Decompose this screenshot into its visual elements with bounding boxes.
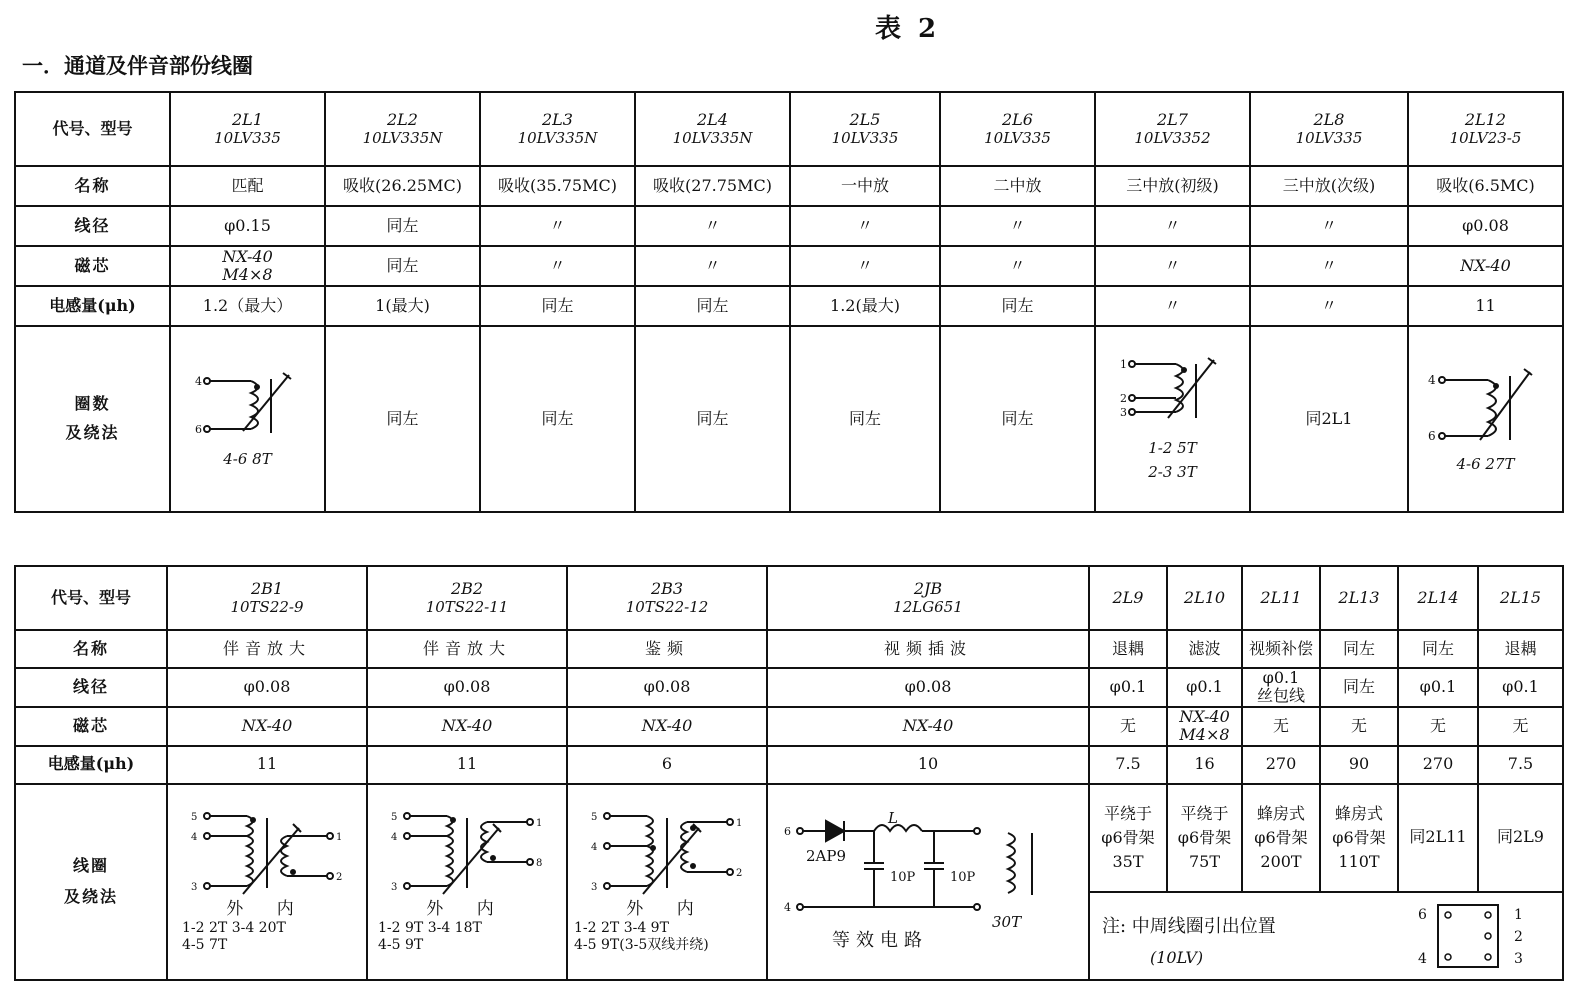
- cell-core: 〃: [940, 246, 1095, 286]
- svg-text:2AP9: 2AP9: [806, 847, 847, 866]
- cell-ind: 90: [1320, 746, 1398, 784]
- cell-name: 匹配: [170, 166, 325, 206]
- cell-wire: 同左: [325, 206, 480, 246]
- cell-code: 2L4 10LV335N: [635, 92, 790, 166]
- svg-text:3: 3: [591, 882, 598, 894]
- cell-wire: 〃: [635, 206, 790, 246]
- svg-text:3: 3: [391, 882, 398, 894]
- cell-name: 同左: [1320, 630, 1398, 668]
- cell-turns: 同左: [635, 326, 790, 512]
- note-cell: [1089, 892, 1563, 980]
- pin-layout-icon: [1414, 901, 1544, 973]
- cell-turns: 同左: [940, 326, 1095, 512]
- coil-table-2: [14, 565, 1564, 981]
- cell-winding: 蜂房式 φ6骨架 200T: [1242, 784, 1320, 892]
- svg-text:3: 3: [1514, 950, 1523, 967]
- row-inductance: [15, 286, 1563, 326]
- cell-core: 〃: [1250, 246, 1408, 286]
- cell-ind: 同左: [480, 286, 635, 326]
- svg-text:1: 1: [736, 818, 743, 830]
- cell-code: 2L9: [1089, 566, 1167, 630]
- cell-core: 〃: [480, 246, 635, 286]
- cell-ind: 1.2(最大): [790, 286, 940, 326]
- coil-table-1: [14, 91, 1564, 513]
- page-title: 表 2: [875, 14, 941, 44]
- cell-wire: 同左: [1320, 668, 1398, 707]
- cell-core: 同左: [325, 246, 480, 286]
- cell-wire: φ0.08: [367, 668, 567, 707]
- svg-text:6: 6: [1427, 429, 1436, 444]
- row-code: [15, 92, 1563, 166]
- cell-name: 视频补偿: [1242, 630, 1320, 668]
- cell-ind: 11: [1408, 286, 1563, 326]
- cell-core: 无: [1242, 707, 1320, 746]
- row-label-inductance: 电感量(μh): [15, 286, 170, 326]
- section-title: 一．通道及伴音部份线圈: [22, 53, 253, 78]
- cell-winding: 平绕于 φ6骨架 35T: [1089, 784, 1167, 892]
- cell-name: 退耦: [1478, 630, 1563, 668]
- svg-text:4: 4: [391, 832, 398, 844]
- cell-name: 一中放: [790, 166, 940, 206]
- transformer-diagram-icon: [187, 808, 347, 900]
- cell-code: 2L2 10LV335N: [325, 92, 480, 166]
- row-inductance: [15, 746, 1563, 784]
- cell-turns: 同左: [325, 326, 480, 512]
- cell-core: NX-40: [1408, 246, 1563, 286]
- cell-wire: 〃: [940, 206, 1095, 246]
- cell-ind: 11: [367, 746, 567, 784]
- row-label-name: 名称: [15, 630, 167, 668]
- cell-ind: 7.5: [1089, 746, 1167, 784]
- cell-ind: 11: [167, 746, 367, 784]
- cell-ind: 1(最大): [325, 286, 480, 326]
- cell-winding: 5 4 3 1 2 外 内 1-2 2T 3-4 20T 4-5 7T: [167, 784, 367, 980]
- cell-code: 2L11: [1242, 566, 1320, 630]
- row-wire: [15, 206, 1563, 246]
- cell-core: NX-40 M4×8: [170, 246, 325, 286]
- svg-text:4: 4: [1427, 373, 1436, 388]
- svg-text:6: 6: [1418, 906, 1427, 923]
- cell-core: 〃: [1095, 246, 1250, 286]
- cell-core: NX-40 M4×8: [1167, 707, 1242, 746]
- row-core: [15, 246, 1563, 286]
- transformer-diagram-icon: [387, 808, 547, 900]
- cell-code: 2L10: [1167, 566, 1242, 630]
- cell-name: 伴音放大: [367, 630, 567, 668]
- cell-wire: 〃: [480, 206, 635, 246]
- svg-text:3: 3: [1119, 406, 1127, 419]
- cell-ind: 270: [1398, 746, 1478, 784]
- svg-text:6: 6: [194, 423, 202, 437]
- svg-text:4: 4: [591, 842, 598, 854]
- cell-name: 同左: [1398, 630, 1478, 668]
- row-label-code: 代号、型号: [15, 92, 170, 166]
- cell-turns: 1 2 3 1-2 5T 2-3 3T: [1095, 326, 1250, 512]
- cell-code: 2L5 10LV335: [790, 92, 940, 166]
- cell-core: 〃: [635, 246, 790, 286]
- svg-text:2: 2: [336, 872, 343, 884]
- svg-text:8: 8: [536, 858, 543, 870]
- coil-diagram-icon: [193, 369, 303, 449]
- svg-text:6: 6: [784, 825, 791, 839]
- row-label-wire: 线径: [15, 206, 170, 246]
- cell-wire: φ0.08: [567, 668, 767, 707]
- cell-wire: φ0.15: [170, 206, 325, 246]
- svg-text:2: 2: [1514, 928, 1523, 945]
- cell-name: 伴音放大: [167, 630, 367, 668]
- cell-core: 无: [1320, 707, 1398, 746]
- cell-winding: 同2L11: [1398, 784, 1478, 892]
- cell-code: 2B2 10TS22-11: [367, 566, 567, 630]
- coil-diagram-icon: [1118, 354, 1228, 434]
- cell-core: NX-40: [567, 707, 767, 746]
- svg-text:3: 3: [191, 882, 198, 894]
- row-label-core: 磁芯: [15, 707, 167, 746]
- row-code: [15, 566, 1563, 630]
- cell-winding: 蜂房式 φ6骨架 110T: [1320, 784, 1398, 892]
- transformer-diagram-icon: [587, 808, 747, 900]
- cell-wire: φ0.1: [1478, 668, 1563, 707]
- cell-ind: 同左: [635, 286, 790, 326]
- equivalent-circuit-icon: [778, 811, 1078, 931]
- svg-text:4: 4: [784, 901, 791, 915]
- svg-text:1: 1: [1119, 358, 1127, 371]
- svg-text:5: 5: [591, 812, 598, 824]
- cell-turns: 同左: [790, 326, 940, 512]
- cell-core: NX-40: [367, 707, 567, 746]
- cell-wire: φ0.08: [167, 668, 367, 707]
- cell-core: NX-40: [767, 707, 1089, 746]
- cell-turns: 同2L1: [1250, 326, 1408, 512]
- cell-wire: 〃: [790, 206, 940, 246]
- row-label-winding: 线圈 及绕法: [15, 784, 167, 980]
- cell-code: 2L6 10LV335: [940, 92, 1095, 166]
- cell-code: 2L12 10LV23-5: [1408, 92, 1563, 166]
- cell-code: 2B1 10TS22-9: [167, 566, 367, 630]
- cell-winding: 5 4 3 1 8 外 内 1-2 9T 3-4 18T 4-5 9T: [367, 784, 567, 980]
- note-sub: (10LV): [1150, 947, 1204, 967]
- cell-turns: 4 6 4-6 27T: [1408, 326, 1563, 512]
- row-core: [15, 707, 1563, 746]
- cell-winding: 同2L9: [1478, 784, 1563, 892]
- cell-code: 2JB 12LG651: [767, 566, 1089, 630]
- cell-wire: 〃: [1095, 206, 1250, 246]
- cell-turns: 4 6 4-6 8T: [170, 326, 325, 512]
- cell-wire: 〃: [1250, 206, 1408, 246]
- cell-core: 〃: [790, 246, 940, 286]
- svg-text:4: 4: [1418, 950, 1427, 967]
- cell-core: 无: [1398, 707, 1478, 746]
- cell-ind: 〃: [1095, 286, 1250, 326]
- cell-core: 无: [1478, 707, 1563, 746]
- cell-name: 滤波: [1167, 630, 1242, 668]
- row-name: [15, 166, 1563, 206]
- cell-name: 退耦: [1089, 630, 1167, 668]
- svg-text:30T: 30T: [992, 913, 1022, 932]
- svg-text:4: 4: [191, 832, 198, 844]
- row-label-name: 名称: [15, 166, 170, 206]
- svg-text:4: 4: [194, 375, 202, 389]
- cell-turns: 同左: [480, 326, 635, 512]
- cell-core: NX-40: [167, 707, 367, 746]
- row-turns: [15, 326, 1563, 512]
- cell-wire: φ0.1: [1398, 668, 1478, 707]
- cell-code: 2L14: [1398, 566, 1478, 630]
- row-label-inductance: 电感量(μh): [15, 746, 167, 784]
- cell-winding: 5 4 3 1 2 外 内 1-2 2T 3-4 9T 4-5 9T(3-5双线并绕): [567, 784, 767, 980]
- row-label-turns: 圈数 及绕法: [15, 326, 170, 512]
- row-label-wire: 线径: [15, 668, 167, 707]
- cell-ind: 1.2（最大）: [170, 286, 325, 326]
- cell-code: 2L15: [1478, 566, 1563, 630]
- cell-name: 鉴频: [567, 630, 767, 668]
- row-winding: [15, 784, 1563, 892]
- cell-ind: 7.5: [1478, 746, 1563, 784]
- cell-code: 2L3 10LV335N: [480, 92, 635, 166]
- cell-code: 2L13: [1320, 566, 1398, 630]
- svg-text:5: 5: [191, 812, 198, 824]
- svg-text:2: 2: [736, 868, 743, 880]
- cell-ind: 10: [767, 746, 1089, 784]
- svg-text:10P: 10P: [950, 870, 976, 886]
- cell-name: 二中放: [940, 166, 1095, 206]
- cell-name: 吸收(35.75MC): [480, 166, 635, 206]
- row-label-code: 代号、型号: [15, 566, 167, 630]
- cell-ind: 6: [567, 746, 767, 784]
- cell-wire: φ0.08: [767, 668, 1089, 707]
- svg-text:1: 1: [1514, 906, 1523, 923]
- svg-text:1: 1: [536, 818, 543, 830]
- cell-wire: φ0.1 丝包线: [1242, 668, 1320, 707]
- cell-code: 2L1 10LV335: [170, 92, 325, 166]
- cell-ind: 270: [1242, 746, 1320, 784]
- row-label-core: 磁芯: [15, 246, 170, 286]
- cell-code: 2L7 10LV3352: [1095, 92, 1250, 166]
- cell-wire: φ0.08: [1408, 206, 1563, 246]
- note-text: 注: 中周线圈引出位置: [1102, 915, 1276, 937]
- cell-name: 三中放(初级): [1095, 166, 1250, 206]
- row-name: [15, 630, 1563, 668]
- cell-name: 吸收(26.25MC): [325, 166, 480, 206]
- cell-code: 2L8 10LV335: [1250, 92, 1408, 166]
- cell-ind: 同左: [940, 286, 1095, 326]
- svg-text:L: L: [888, 811, 898, 828]
- cell-name: 视频插波: [767, 630, 1089, 668]
- cell-name: 三中放(次级): [1250, 166, 1408, 206]
- cell-winding: 6 4 L 2AP9 10P 10P 30T 等效电路: [767, 784, 1089, 980]
- svg-text:10P: 10P: [890, 870, 916, 886]
- cell-winding: 平绕于 φ6骨架 75T: [1167, 784, 1242, 892]
- row-wire: [15, 668, 1563, 707]
- cell-core: 无: [1089, 707, 1167, 746]
- cell-wire: φ0.1: [1089, 668, 1167, 707]
- svg-text:2: 2: [1119, 392, 1127, 405]
- svg-text:5: 5: [391, 812, 398, 824]
- cell-ind: 16: [1167, 746, 1242, 784]
- coil-diagram-icon: [1426, 364, 1546, 454]
- cell-name: 吸收(27.75MC): [635, 166, 790, 206]
- cell-ind: 〃: [1250, 286, 1408, 326]
- cell-wire: φ0.1: [1167, 668, 1242, 707]
- cell-name: 吸收(6.5MC): [1408, 166, 1563, 206]
- cell-code: 2B3 10TS22-12: [567, 566, 767, 630]
- svg-text:1: 1: [336, 832, 343, 844]
